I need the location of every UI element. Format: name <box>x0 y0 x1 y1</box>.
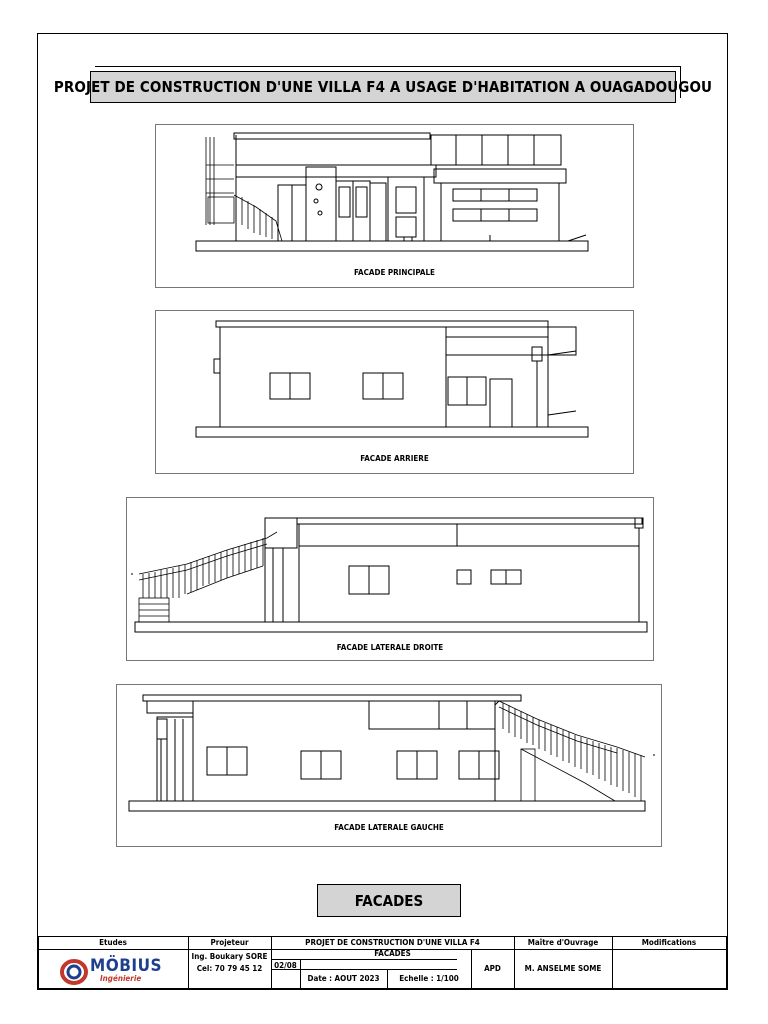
tb-owner: M. ANSELME SOME <box>524 963 602 973</box>
title-block <box>38 936 727 989</box>
tb-header-projeteur: Projeteur <box>210 937 249 947</box>
facade-laterale-gauche-panel <box>116 684 662 847</box>
facade-principale-panel <box>155 124 634 288</box>
sheet-number: 02/08 <box>274 961 297 971</box>
facade-principale-drawing <box>156 125 635 289</box>
facade-laterale-droite-drawing <box>127 498 655 662</box>
facade-principale-caption: FACADE PRINCIPALE <box>354 268 435 277</box>
facade-arriere-caption: FACADE ARRIERE <box>360 454 429 463</box>
projeteur-name: Ing. Boukary SORE <box>191 952 268 962</box>
tb-header-etudes: Etudes <box>99 937 127 947</box>
logo-subtitle: Ingénierie <box>100 974 142 983</box>
section-title: FACADES <box>317 884 461 917</box>
tb-echelle: Echelle : 1/100 <box>399 973 459 983</box>
mobius-logo-mark <box>60 956 90 986</box>
tb-header-projet: PROJET DE CONSTRUCTION D'UNE VILLA F4 <box>305 937 480 947</box>
facade-laterale-gauche-caption: FACADE LATERALE GAUCHE <box>334 823 444 832</box>
projeteur-tel: Cel: 70 79 45 12 <box>196 964 263 974</box>
facade-arriere-panel <box>155 310 634 474</box>
project-title: PROJET DE CONSTRUCTION D'UNE VILLA F4 A USAGE D'HABITATION A OUAGADOUGOU <box>90 71 676 103</box>
logo-name: MÖBIUS <box>90 956 162 976</box>
tb-header-modifications: Modifications <box>641 937 697 947</box>
sheet-title: FACADES <box>374 949 411 959</box>
tb-date: Date : AOUT 2023 <box>307 973 380 983</box>
facade-arriere-drawing <box>156 311 635 475</box>
tb-modifications-value <box>612 949 726 988</box>
tb-phase: APD <box>484 963 501 973</box>
mobius-logo <box>60 956 170 986</box>
facade-laterale-droite-panel <box>126 497 654 661</box>
facade-laterale-droite-caption: FACADE LATERALE DROITE <box>336 643 444 652</box>
tb-header-maitre: Maître d'Ouvrage <box>527 937 599 947</box>
